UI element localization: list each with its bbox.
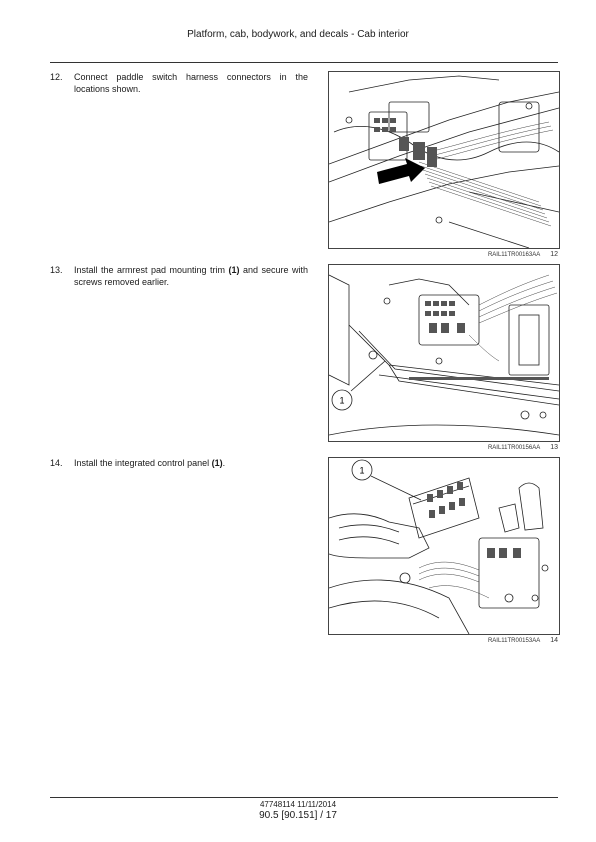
illustration-harness-connectors — [329, 72, 559, 248]
step-text: Install the integrated control panel (1). — [74, 458, 226, 468]
callout-reference: (1) — [228, 265, 240, 275]
figure-control-panel — [328, 457, 560, 635]
footer-document-id: 47748114 11/11/2014 — [259, 800, 337, 809]
figure-code: RAIL11TR00163AA — [487, 252, 541, 258]
footer-page-number: 90.5 [90.151] / 17 — [259, 810, 337, 821]
step-13 — [50, 264, 308, 288]
figure-number: 14 — [550, 637, 558, 644]
callout-label: 1 — [359, 465, 365, 476]
figure-number: 13 — [550, 444, 558, 451]
step-14 — [50, 457, 308, 469]
figure-caption-13 — [328, 444, 558, 451]
step-text: Install the armrest pad mounting trim (1) and secure with screws removed earlier. — [74, 265, 308, 287]
illustration-control-panel — [329, 458, 559, 634]
step-number: 12. — [50, 72, 63, 82]
callout-label: 1 — [339, 395, 345, 406]
step-number: 13. — [50, 265, 63, 275]
callout-reference: (1) — [211, 458, 223, 468]
footer-divider — [50, 797, 558, 798]
figure-code: RAIL11TR00156AA — [487, 445, 541, 451]
illustration-armrest-trim — [329, 265, 559, 441]
figure-armrest-trim — [328, 264, 560, 442]
figure-paddle-switch-connectors — [328, 71, 560, 249]
step-12 — [50, 71, 308, 95]
figure-code: RAIL11TR00153AA — [487, 638, 541, 644]
figure-caption-14 — [328, 637, 558, 644]
header-divider — [50, 62, 558, 63]
step-number: 14. — [50, 458, 63, 468]
figure-caption-12 — [328, 251, 558, 258]
step-text: Connect paddle switch harness connectors in the locations shown. — [74, 72, 308, 94]
page-header-title: Platform, cab, bodywork, and decals - Cab interior — [187, 29, 409, 40]
figure-number: 12 — [550, 251, 558, 258]
